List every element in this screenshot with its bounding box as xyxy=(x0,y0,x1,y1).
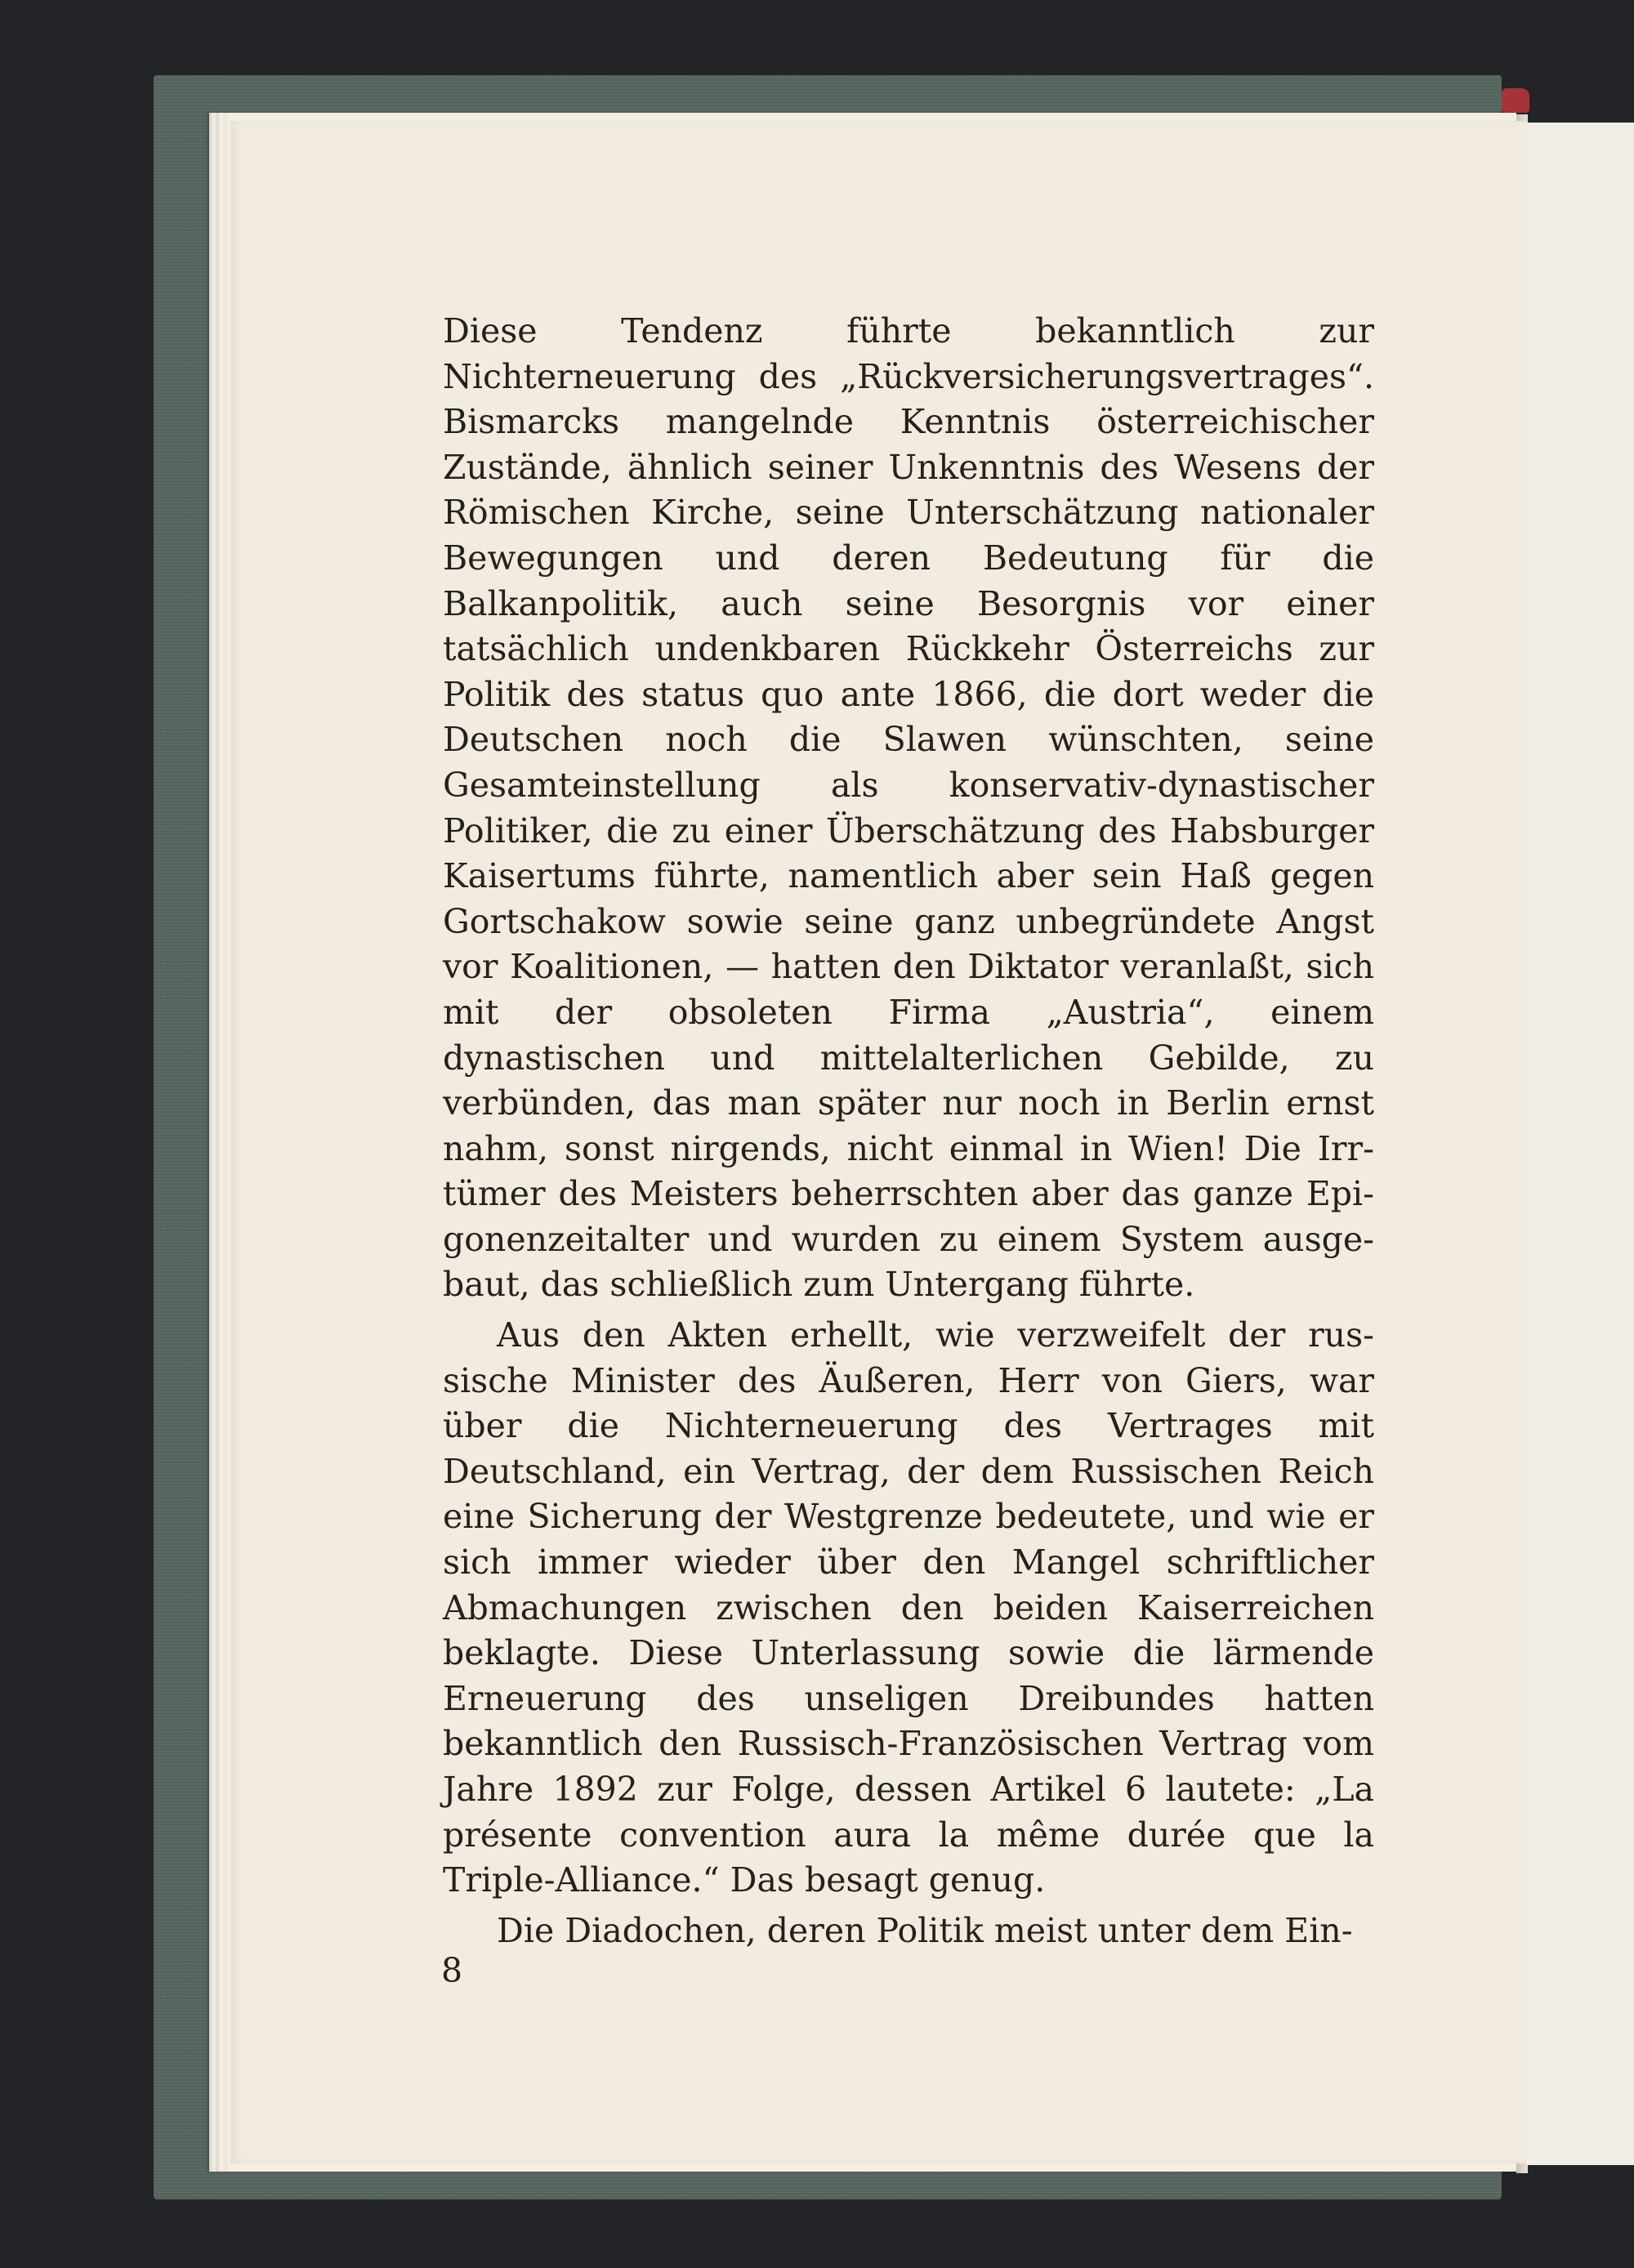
facing-page xyxy=(1525,123,1634,2165)
page-text xyxy=(443,309,1374,1953)
paragraph-1: Diese Tendenz führte bekanntlich zur Nichterneuerung des „Rückversicherungsvertrages“. Bismarcks mangelnde Kenntnis österreichischer Zustände, ähnlich seiner Unkenntnis des Wesens der Römischen Kirche, seine Unterschätzung nationaler Bewegungen und deren Bedeutung für die Balkanpolitik, auch seine Besorgnis vor einer tatsächlich undenkbaren Rückkehr Österreichs zur Politik des status quo ante 1866, die dort weder die Deutschen noch die Slawen wünschten, seine Gesamteinstellung als konservativ-dynastischer Politiker, die zu einer Überschätzung des Habsburger Kaisertums führte, namentlich aber sein Haß gegen Gortschakow sowie seine ganz unbegründete Angst vor Koalitionen, — hatten den Diktator veranlaßt, sich mit der obsoleten Firma „Austria“, einem dynastischen und mittelalterlichen Gebilde, zu verbünden, das man später nur noch in Berlin ernst nahm, sonst nirgends, nicht einmal in Wien! Die Irrtümer des Meisters beherrschten aber das ganze Epigonenzeitalter und wurden zu einem System ausgebaut, das schließlich zum Untergang führte. xyxy=(443,311,1374,1305)
paragraph-3: Die Diadochen, deren Politik meist unter dem Ein- xyxy=(497,1910,1353,1950)
page-number: 8 xyxy=(441,1951,463,1990)
bookmark-ribbon xyxy=(1502,88,1529,113)
paragraph-2: Aus den Akten erhellt, wie verzweifelt der russische Minister des Äußeren, Herr von Giers, war über die Nichterneuerung des Vertrages mit Deutschland, ein Vertrag, der dem Russischen Reich eine Sicherung der Westgrenze bedeutete, und wie er sich immer wieder über den Mangel schriftlicher Abmachungen zwischen den beiden Kaiserreichen beklagte. Diese Unterlassung sowie die lärmende Erneuerung des unseligen Dreibundes hatten bekanntlich den Russisch-Französischen Vertrag vom Jahre 1892 zur Folge, dessen Artikel 6 lautete: „La présente convention aura la même durée que la Triple-Alliance.“ Das besagt genug. xyxy=(443,1315,1374,1900)
